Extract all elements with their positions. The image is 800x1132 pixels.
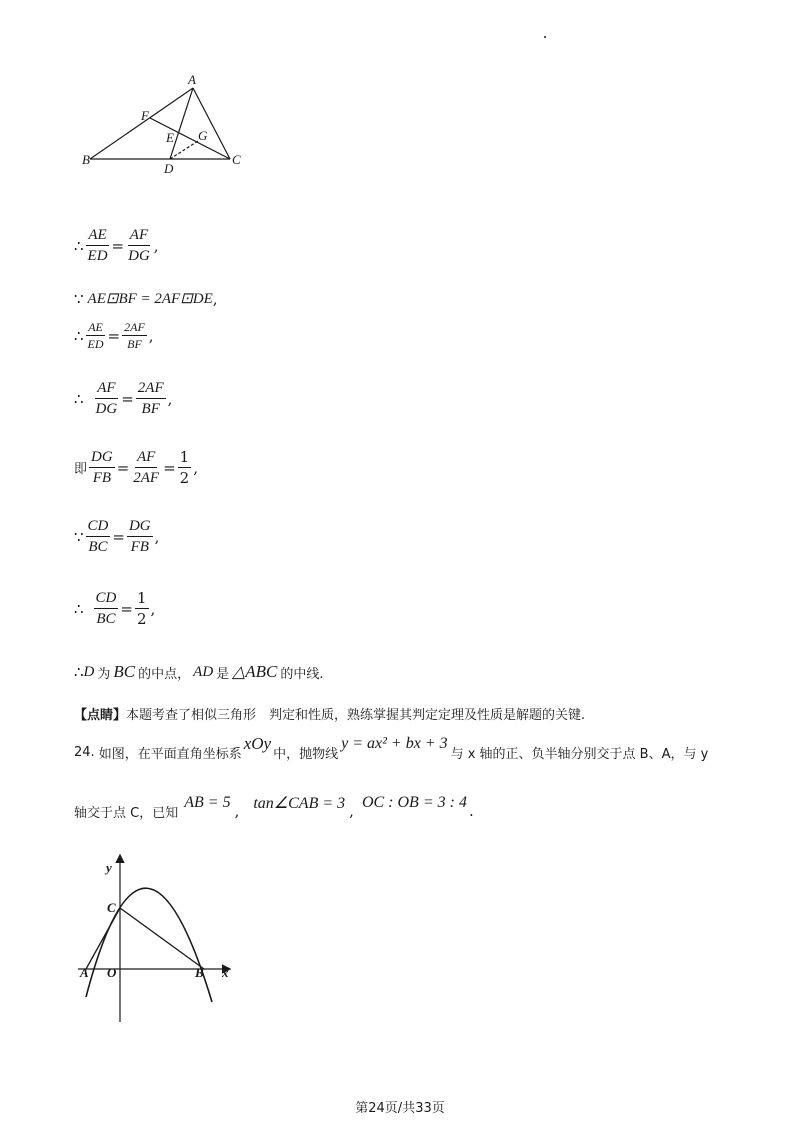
comment-line	[74, 704, 585, 723]
label-c: C	[232, 152, 241, 167]
parabola-curve	[86, 888, 212, 1002]
because-symbol: ∵	[74, 289, 84, 308]
step-4: ∴ $\frac{AF}{DG}$ = $\frac{2AF}{BF}$ ,	[74, 380, 173, 417]
parabola-equation: y = ax² + bx + 3	[341, 735, 448, 752]
segment-dg	[170, 141, 198, 159]
condition-tan: tan∠CAB = 3	[253, 795, 346, 812]
fraction: $\frac{2AF}{BF}$	[124, 320, 145, 351]
namely-text: 即	[74, 462, 88, 477]
fraction: $\frac{CD}{BC}$	[87, 518, 109, 555]
fraction: $\frac{CD}{BC}$	[95, 590, 117, 627]
step-3: ∴ $\frac{AE}{ED}$ = $\frac{2AF}{BF}$ ,	[74, 320, 154, 351]
comment-text: 本题考查了相似三角形 判定和性质，熟练掌握其判定定理及性质是解题的关键.	[126, 708, 586, 723]
fraction: $\frac{AE}{ED}$	[87, 320, 104, 351]
segment-ac	[193, 88, 230, 159]
point-b-label: B	[195, 965, 204, 980]
label-d: D	[164, 161, 174, 176]
fraction: $\frac{DG}{FB}$	[128, 518, 151, 555]
comment-tag: 【点睛】	[74, 708, 127, 723]
label-a: A	[188, 72, 196, 87]
step-7: ∴ $\frac{CD}{BC}$ = $\frac{1}{2}$ ,	[74, 589, 156, 628]
therefore-symbol: ∴	[74, 236, 84, 255]
x-axis-label: x	[222, 965, 229, 980]
fraction: $\frac{1}{2}$	[179, 448, 190, 487]
triangle-figure	[80, 68, 250, 178]
parabola-figure	[74, 852, 244, 1027]
origin-label: O	[107, 965, 117, 980]
point-c-label: C	[107, 900, 116, 915]
fraction: $\frac{AF}{DG}$	[128, 227, 150, 264]
segment-ab	[90, 88, 193, 159]
y-axis-label: y	[106, 860, 112, 875]
label-f: F	[141, 108, 149, 123]
segment-cb	[120, 908, 204, 969]
label-b: B	[82, 152, 90, 167]
label-e: E	[166, 130, 174, 145]
step-6: ∵ $\frac{CD}{BC}$ = $\frac{DG}{FB}$ ,	[74, 518, 160, 555]
problem-24-line-1: 24. 如图，在平面直角坐标系 xOy 中，抛物线 y = ax² + bx + 3 与 x 轴的正、负半轴分别交于点 B、A，与 y	[74, 734, 709, 762]
scan-dot	[544, 36, 546, 38]
problem-24-line-2: 轴交于点 C，已知 AB = 5 , tan∠CAB = 3 , OC : OB = 3 : 4 .	[74, 794, 474, 821]
therefore-symbol: ∴	[74, 599, 84, 618]
therefore-symbol: ∴	[74, 389, 84, 408]
step-5: 即 $\frac{DG}{FB}$ = $\frac{AF}{2AF}$ = $\frac{1}{2}$ ,	[74, 448, 198, 487]
point-a-label: A	[80, 965, 89, 980]
step-8: ∴ D 为 BC 的中点， AD 是 △ABC 的中线.	[74, 662, 324, 682]
therefore-symbol: ∴	[74, 326, 84, 345]
step-2: ∵ AE⊡BF = 2AF⊡DE ,	[74, 289, 218, 308]
fraction: $\frac{2AF}{BF}$	[137, 380, 164, 417]
segment-ad	[170, 88, 193, 159]
label-g: G	[198, 128, 208, 143]
page-footer	[0, 1097, 800, 1116]
page-number: 第24页/共33页	[355, 1101, 445, 1116]
step-1: ∴ $\frac{AE}{ED}$ = $\frac{AF}{DG}$ ,	[74, 227, 159, 264]
condition-ratio: OC : OB = 3 : 4	[361, 794, 467, 811]
fraction: $\frac{AF}{2AF}$	[133, 449, 160, 486]
fraction: $\frac{AF}{DG}$	[95, 380, 118, 417]
fraction: $\frac{1}{2}$	[136, 589, 147, 628]
segment-ac	[86, 908, 120, 969]
because-symbol: ∵	[74, 527, 84, 546]
segment-fc	[150, 118, 230, 159]
fraction: $\frac{AE}{ED}$	[87, 227, 108, 264]
problem-number: 24.	[74, 744, 95, 760]
fraction: $\frac{DG}{FB}$	[91, 449, 113, 486]
condition-ab: AB = 5	[184, 794, 231, 811]
equation: AE⊡BF = 2AF⊡DE	[87, 291, 213, 307]
